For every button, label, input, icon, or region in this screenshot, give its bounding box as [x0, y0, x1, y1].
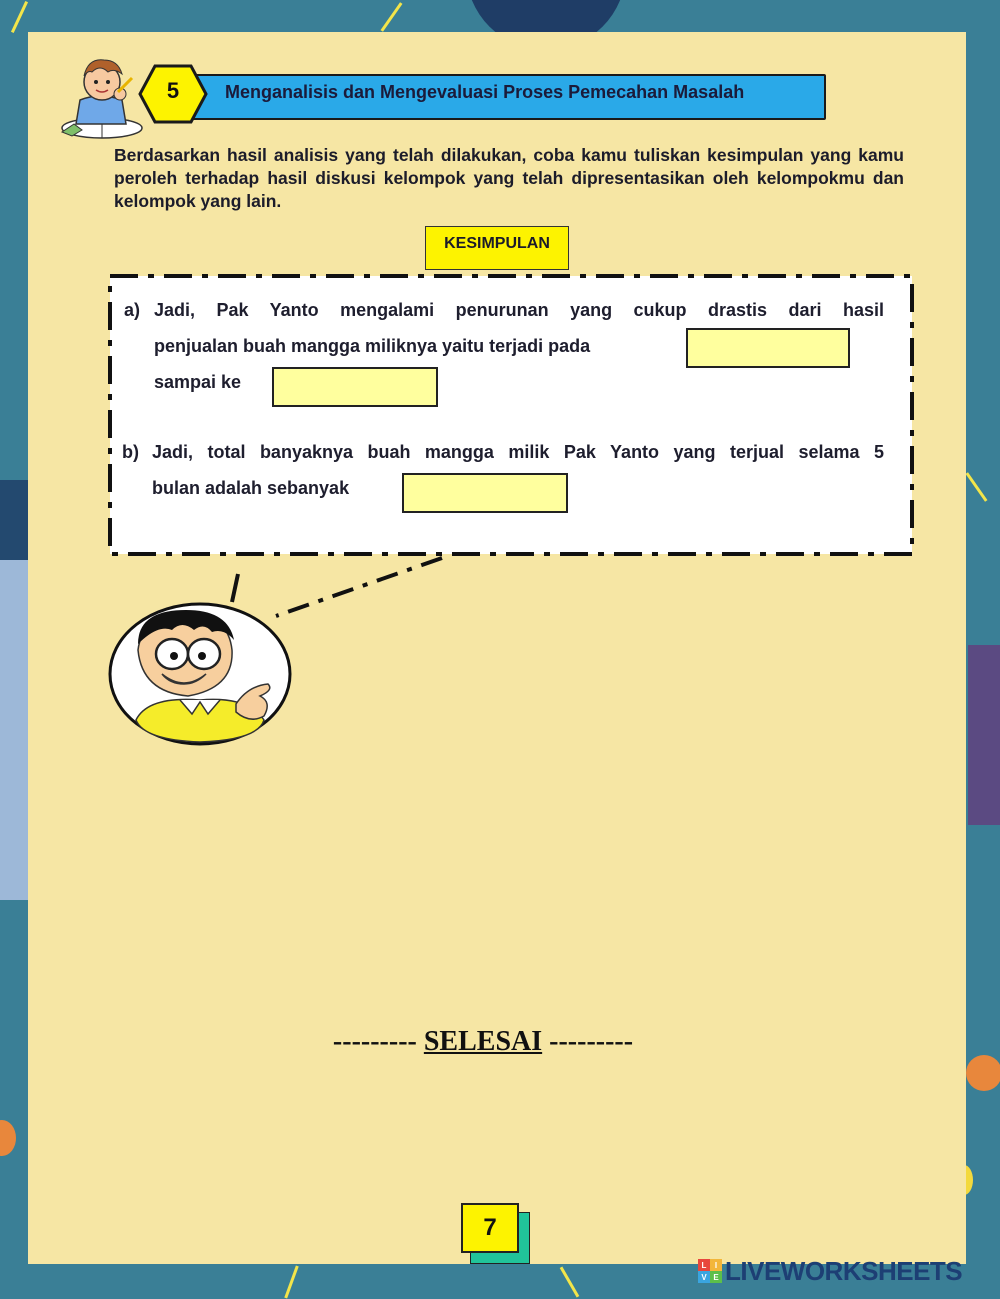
question-b-marker: b): [122, 442, 139, 462]
section-title: Menganalisis dan Mengevaluasi Proses Pemecahan Masalah: [225, 82, 745, 102]
question-a-line3: sampai ke: [154, 372, 242, 392]
question-b-line2: bulan adalah sebanyak: [152, 478, 350, 498]
background-stripe: [966, 472, 988, 502]
background-dot: [0, 1120, 16, 1156]
background-block: [968, 645, 1000, 825]
logo-letter: E: [710, 1271, 722, 1283]
answer-a-start-input[interactable]: [686, 328, 850, 368]
background-dot: [966, 1055, 1000, 1091]
background-stripe: [11, 1, 28, 33]
section-number: 5: [166, 78, 180, 103]
cartoon-boy-illustration: [108, 600, 294, 748]
instruction-paragraph: Berdasarkan hasil analisis yang telah dilakukan, coba kamu tuliskan kesimpulan yang kamu peroleh terhadap hasil diskusi kelompok yang telah dipresentasikan oleh kelompokmu dan kelompok yang lain.: [114, 145, 904, 211]
background-stripe: [381, 2, 403, 32]
question-a-marker: a): [124, 300, 141, 320]
logo-letter: V: [698, 1271, 710, 1283]
selesai-dashes-right: ---------: [549, 1026, 634, 1057]
liveworksheets-text: LIVEWORKSHEETS: [725, 1255, 963, 1286]
selesai-word: SELESAI: [423, 1026, 543, 1057]
background-stripe: [560, 1267, 580, 1298]
question-a-line2: penjualan buah mangga miliknya yaitu terjadi pada: [154, 336, 591, 356]
background-block: [0, 560, 30, 900]
answer-b-input[interactable]: [402, 473, 568, 513]
selesai-heading: [300, 1026, 666, 1058]
liveworksheets-logo-icon: [698, 1259, 722, 1283]
logo-letter: L: [698, 1259, 710, 1271]
studying-child-illustration: [52, 52, 147, 142]
logo-letter: I: [710, 1259, 722, 1271]
background-stripe: [284, 1266, 298, 1299]
page-number: 7: [461, 1203, 519, 1253]
selesai-dashes-left: ---------: [332, 1026, 417, 1057]
kesimpulan-label: KESIMPULAN: [425, 226, 569, 270]
question-a-line1: Jadi, Pak Yanto mengalami penurunan yang cukup drastis dari hasil: [154, 300, 884, 320]
liveworksheets-watermark: [698, 1256, 962, 1286]
answer-a-end-input[interactable]: [272, 367, 438, 407]
question-b-line1: Jadi, total banyaknya buah mangga milik Pak Yanto yang terjual selama 5: [152, 442, 884, 462]
